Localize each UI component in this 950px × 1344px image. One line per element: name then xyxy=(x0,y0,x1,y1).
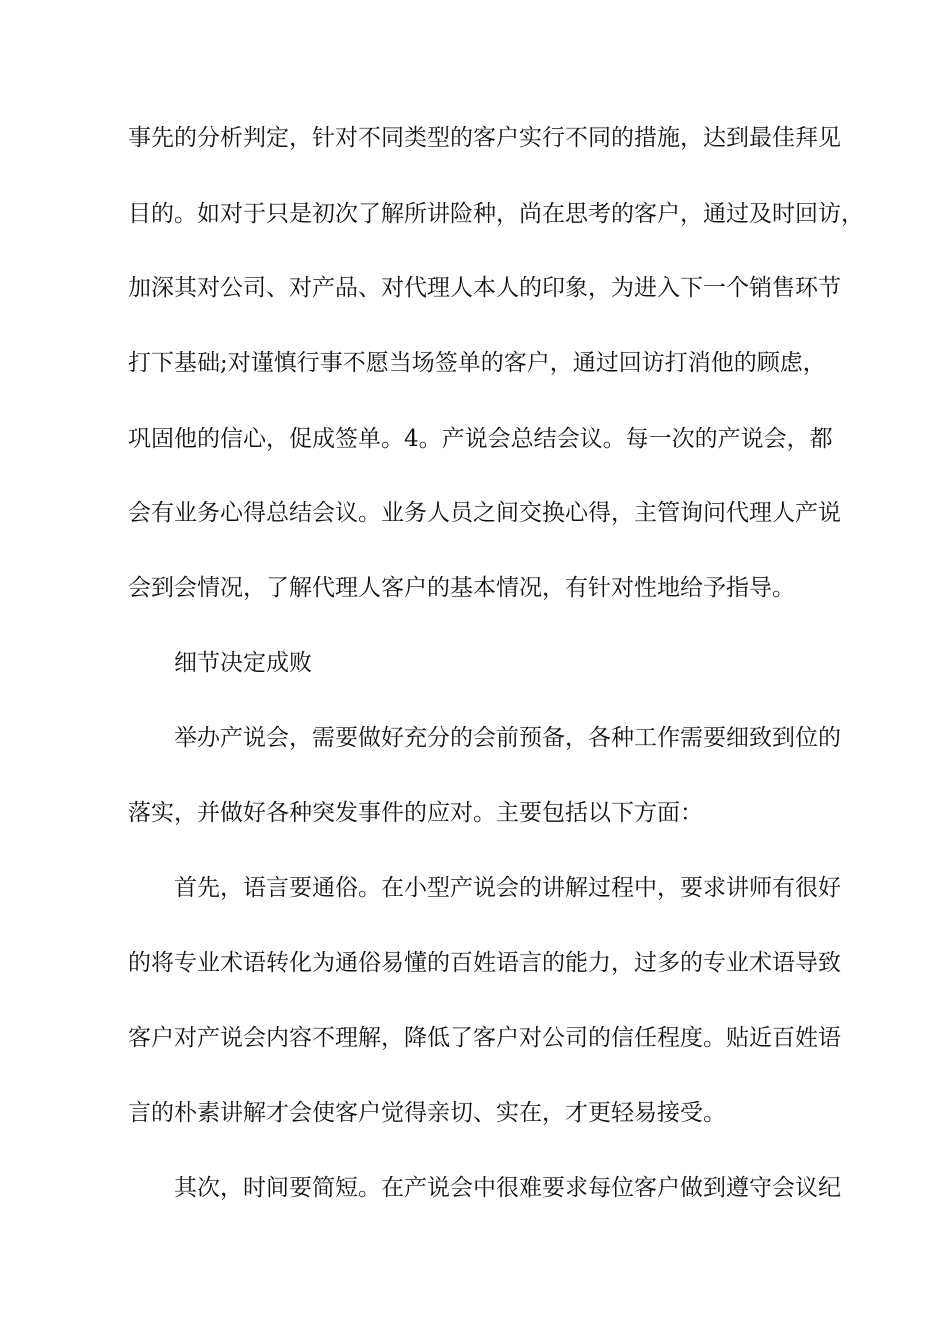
text-line: 首先，语言要通俗。在小型产说会的讲解过程中，要求讲师有很好 xyxy=(174,875,841,901)
text-line: 加深其对公司、对产品、对代理人本人的印象，为进入下一个销售环节 xyxy=(128,275,841,301)
text-line: 会有业务心得总结会议。业务人员之间交换心得，主管询问代理人产说 xyxy=(128,500,841,526)
text-line: 言的朴素讲解才会使客户觉得亲切、实在，才更轻易接受。 xyxy=(128,1100,726,1126)
text-line: 其次，时间要简短。在产说会中很难要求每位客户做到遵守会议纪 xyxy=(174,1175,841,1201)
text-line: 事先的分析判定，针对不同类型的客户实行不同的措施，达到最佳拜见 xyxy=(128,125,841,151)
text-line: 客户对产说会内容不理解，降低了客户对公司的信任程度。贴近百姓语 xyxy=(128,1025,841,1051)
text-line: 打下基础;对谨慎行事不愿当场签单的客户，通过回访打消他的顾虑， xyxy=(128,350,826,376)
text-line: 巩固他的信心，促成签单。4。产说会总结会议。每一次的产说会，都 xyxy=(128,426,833,452)
text-line: 落实，并做好各种突发事件的应对。主要包括以下方面： xyxy=(128,800,703,826)
text-line: 举办产说会，需要做好充分的会前预备，各种工作需要细致到位的 xyxy=(174,725,841,751)
text-line: 目的。如对于只是初次了解所讲险种，尚在思考的客户，通过及时回访， xyxy=(128,201,864,227)
text-line: 会到会情况，了解代理人客户的基本情况，有针对性地给予指导。 xyxy=(128,575,795,601)
text-line: 的将专业术语转化为通俗易懂的百姓语言的能力，过多的专业术语导致 xyxy=(128,950,841,976)
section-heading: 细节决定成败 xyxy=(174,650,312,676)
